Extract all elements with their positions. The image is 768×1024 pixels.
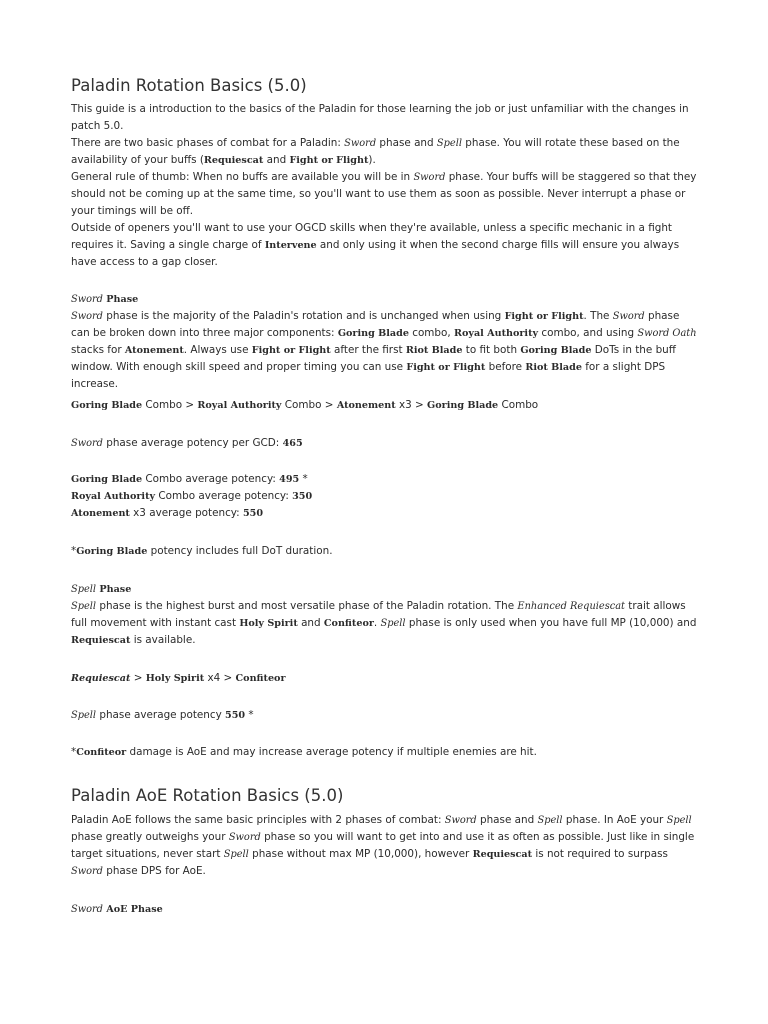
term-spell: Spell	[223, 849, 249, 860]
intro-block	[71, 101, 701, 271]
combo-line	[71, 488, 701, 505]
skill-requiescat: Requiescat	[472, 849, 533, 860]
potency-value: 550	[225, 710, 246, 721]
text: phase is only used when you have full MP (10,000) and	[405, 617, 697, 629]
text: phase and	[376, 137, 437, 149]
text: >	[130, 672, 146, 684]
spell-average-potency	[71, 707, 701, 724]
combo-potency-list	[71, 471, 701, 522]
skill-goring-blade: Goring Blade	[337, 328, 409, 339]
skill-intervene: Intervene	[264, 240, 317, 251]
term-sword: Sword	[228, 832, 261, 843]
text: Combo >	[142, 399, 198, 411]
text: Combo	[498, 399, 539, 411]
term-sword: Sword	[413, 172, 446, 183]
text: phase is the majority of the Paladin's rotation and is unchanged when using	[102, 310, 505, 322]
skill-atonement: Atonement	[71, 508, 130, 519]
intro-paragraph-1: This guide is a introduction to the basics of the Paladin for those learning the job or just unfamiliar with the changes in patch 5.0.	[71, 103, 689, 132]
skill-holy-spirit: Holy Spirit	[239, 618, 298, 629]
skill-royal-authority: Royal Authority	[71, 491, 156, 502]
term-sword: Sword	[71, 866, 103, 877]
page-title: Paladin Rotation Basics (5.0)	[71, 76, 307, 95]
text: to fit both	[462, 344, 521, 356]
text: is not required to surpass	[532, 848, 668, 860]
text: phase and	[476, 814, 538, 826]
term-sword: Sword	[444, 815, 477, 826]
term-spell: Spell	[436, 138, 462, 149]
spell-rotation-sequence	[71, 670, 701, 687]
text: combo,	[408, 327, 454, 339]
skill-requiescat: Requiescat	[71, 673, 131, 684]
text: phase. In AoE your	[562, 814, 667, 826]
skill-fight-or-flight: Fight or Flight	[289, 155, 369, 166]
line	[71, 435, 701, 452]
term-sword: Sword	[344, 138, 377, 149]
potency-value: 495	[279, 474, 300, 485]
text: is available.	[130, 634, 196, 646]
paragraph	[71, 812, 701, 880]
sequence	[71, 670, 701, 687]
section-title-aoe	[71, 785, 701, 807]
heading	[71, 291, 701, 308]
note	[71, 543, 701, 560]
term-sword-oath: Sword Oath	[637, 328, 697, 339]
intro-paragraph-3	[71, 169, 701, 220]
text: There are two basic phases of combat for a Paladin:	[71, 137, 345, 149]
paragraph	[71, 598, 701, 649]
section-title-rotation	[71, 75, 701, 97]
potency-value: 350	[292, 491, 313, 502]
text: ).	[368, 154, 376, 166]
skill-fight-or-flight: Fight or Flight	[406, 362, 486, 373]
text: Outside of openers you'll want to use your OGCD skills when they're available, unless a specific mechanic in a fight requires it. Saving a single charge of	[71, 222, 672, 251]
text: General rule of thumb: When no buffs are available you will be in	[71, 171, 414, 183]
potency-value: 550	[242, 508, 264, 519]
skill-fight-or-flight: Fight or Flight	[251, 345, 331, 356]
text: AoE Phase	[102, 904, 163, 915]
skill-requiescat: Requiescat	[71, 635, 131, 646]
term-enhanced-requiescat: Enhanced Requiescat	[517, 601, 625, 612]
skill-confiteor: Confiteor	[323, 618, 374, 629]
text: and only using it when the second charge fills will ensure you always have access to a gap closer.	[71, 239, 680, 268]
sword-rotation-sequence	[71, 397, 701, 414]
term-spell: Spell	[71, 710, 97, 721]
text: and	[297, 617, 324, 629]
text: damage is AoE and may increase average potency if multiple enemies are hit.	[126, 746, 537, 758]
paragraph	[71, 308, 701, 393]
skill-confiteor: Confiteor	[235, 673, 286, 684]
text: trait allows full movement with instant cast	[71, 600, 686, 629]
term-sword: Sword	[612, 311, 645, 322]
text: .	[373, 617, 381, 629]
section-heading: Paladin AoE Rotation Basics (5.0)	[71, 786, 344, 805]
skill-riot-blade: Riot Blade	[525, 362, 582, 373]
heading	[71, 581, 701, 598]
skill-royal-authority: Royal Authority	[197, 400, 282, 411]
term-spell: Spell	[666, 815, 692, 826]
term-spell: Spell	[537, 815, 563, 826]
heading	[71, 901, 701, 918]
intro-paragraph-4	[71, 220, 701, 271]
text: phase. Your buffs will be staggered so that they should not be coming up at the same time, so you'll want to use them as soon as possible. Never interrupt a phase or your timings will be off.	[71, 171, 697, 217]
sword-average-potency	[71, 435, 701, 452]
text: for a slight DPS increase.	[71, 361, 666, 390]
skill-goring-blade: Goring Blade	[71, 474, 143, 485]
sequence	[71, 397, 701, 414]
text: after the first	[330, 344, 406, 356]
text: Combo average potency:	[142, 473, 280, 485]
skill-goring-blade: Goring Blade	[71, 400, 143, 411]
skill-riot-blade: Riot Blade	[405, 345, 463, 356]
text: x3 average potency:	[129, 507, 243, 519]
text: phase so you will want to get into and use it as often as possible. Just like in single target situations, never start	[71, 831, 695, 860]
text: x3 >	[395, 399, 428, 411]
sword-phase-heading	[71, 291, 701, 308]
note	[71, 744, 701, 761]
skill-atonement: Atonement	[124, 345, 184, 356]
text: phase greatly outweighs your	[71, 831, 229, 843]
skill-atonement: Atonement	[336, 400, 396, 411]
text: DoTs in the buff window. With enough skill speed and proper timing you can use	[71, 344, 676, 373]
skill-goring-blade: Goring Blade	[76, 546, 148, 557]
skill-holy-spirit: Holy Spirit	[145, 673, 205, 684]
text: and	[263, 154, 290, 166]
text: Phase	[96, 584, 132, 595]
text: phase DPS for AoE.	[102, 865, 206, 877]
term-sword: Sword	[71, 904, 103, 915]
text: Combo >	[281, 399, 337, 411]
term-sword: Sword	[71, 294, 103, 305]
text: . The	[583, 310, 613, 322]
confiteor-note	[71, 744, 701, 761]
term-spell: Spell	[380, 618, 406, 629]
spell-phase-heading	[71, 581, 701, 598]
text: *	[71, 545, 77, 557]
skill-confiteor: Confiteor	[76, 747, 127, 758]
text: phase can be broken down into three major components:	[71, 310, 680, 339]
text: phase average potency per GCD:	[102, 437, 283, 449]
skill-fight-or-flight: Fight or Flight	[504, 311, 584, 322]
combo-line	[71, 471, 701, 488]
combo-line	[71, 505, 701, 522]
text: Paladin AoE follows the same basic principles with 2 phases of combat:	[71, 814, 445, 826]
text: combo, and using	[538, 327, 638, 339]
text: stacks for	[71, 344, 125, 356]
text: before	[485, 361, 526, 373]
text: phase. You will rotate these based on the availability of your buffs (	[71, 137, 680, 166]
potency-value: 465	[282, 438, 303, 449]
spell-phase-description	[71, 598, 701, 649]
skill-goring-blade: Goring Blade	[520, 345, 592, 356]
sword-phase-description	[71, 308, 701, 393]
intro-paragraph-2	[71, 135, 701, 169]
skill-royal-authority: Royal Authority	[454, 328, 539, 339]
line	[71, 707, 701, 724]
term-spell: Spell	[71, 584, 97, 595]
skill-goring-blade: Goring Blade	[427, 400, 499, 411]
term-sword: Sword	[71, 311, 103, 322]
sword-aoe-phase-heading	[71, 901, 701, 918]
text: *	[245, 709, 254, 721]
text: potency includes full DoT duration.	[147, 545, 333, 557]
text: Phase	[102, 294, 139, 305]
text: . Always use	[183, 344, 252, 356]
text: phase average potency	[96, 709, 226, 721]
term-sword: Sword	[71, 438, 103, 449]
text: *	[71, 746, 77, 758]
aoe-description	[71, 812, 701, 880]
text: phase without max MP (10,000), however	[248, 848, 473, 860]
skill-requiescat: Requiescat	[203, 155, 264, 166]
term-spell: Spell	[71, 601, 97, 612]
text: Combo average potency:	[155, 490, 293, 502]
text: *	[299, 473, 308, 485]
text: x4 >	[204, 672, 236, 684]
goring-blade-note	[71, 543, 701, 560]
text: phase is the highest burst and most versatile phase of the Paladin rotation. The	[96, 600, 518, 612]
